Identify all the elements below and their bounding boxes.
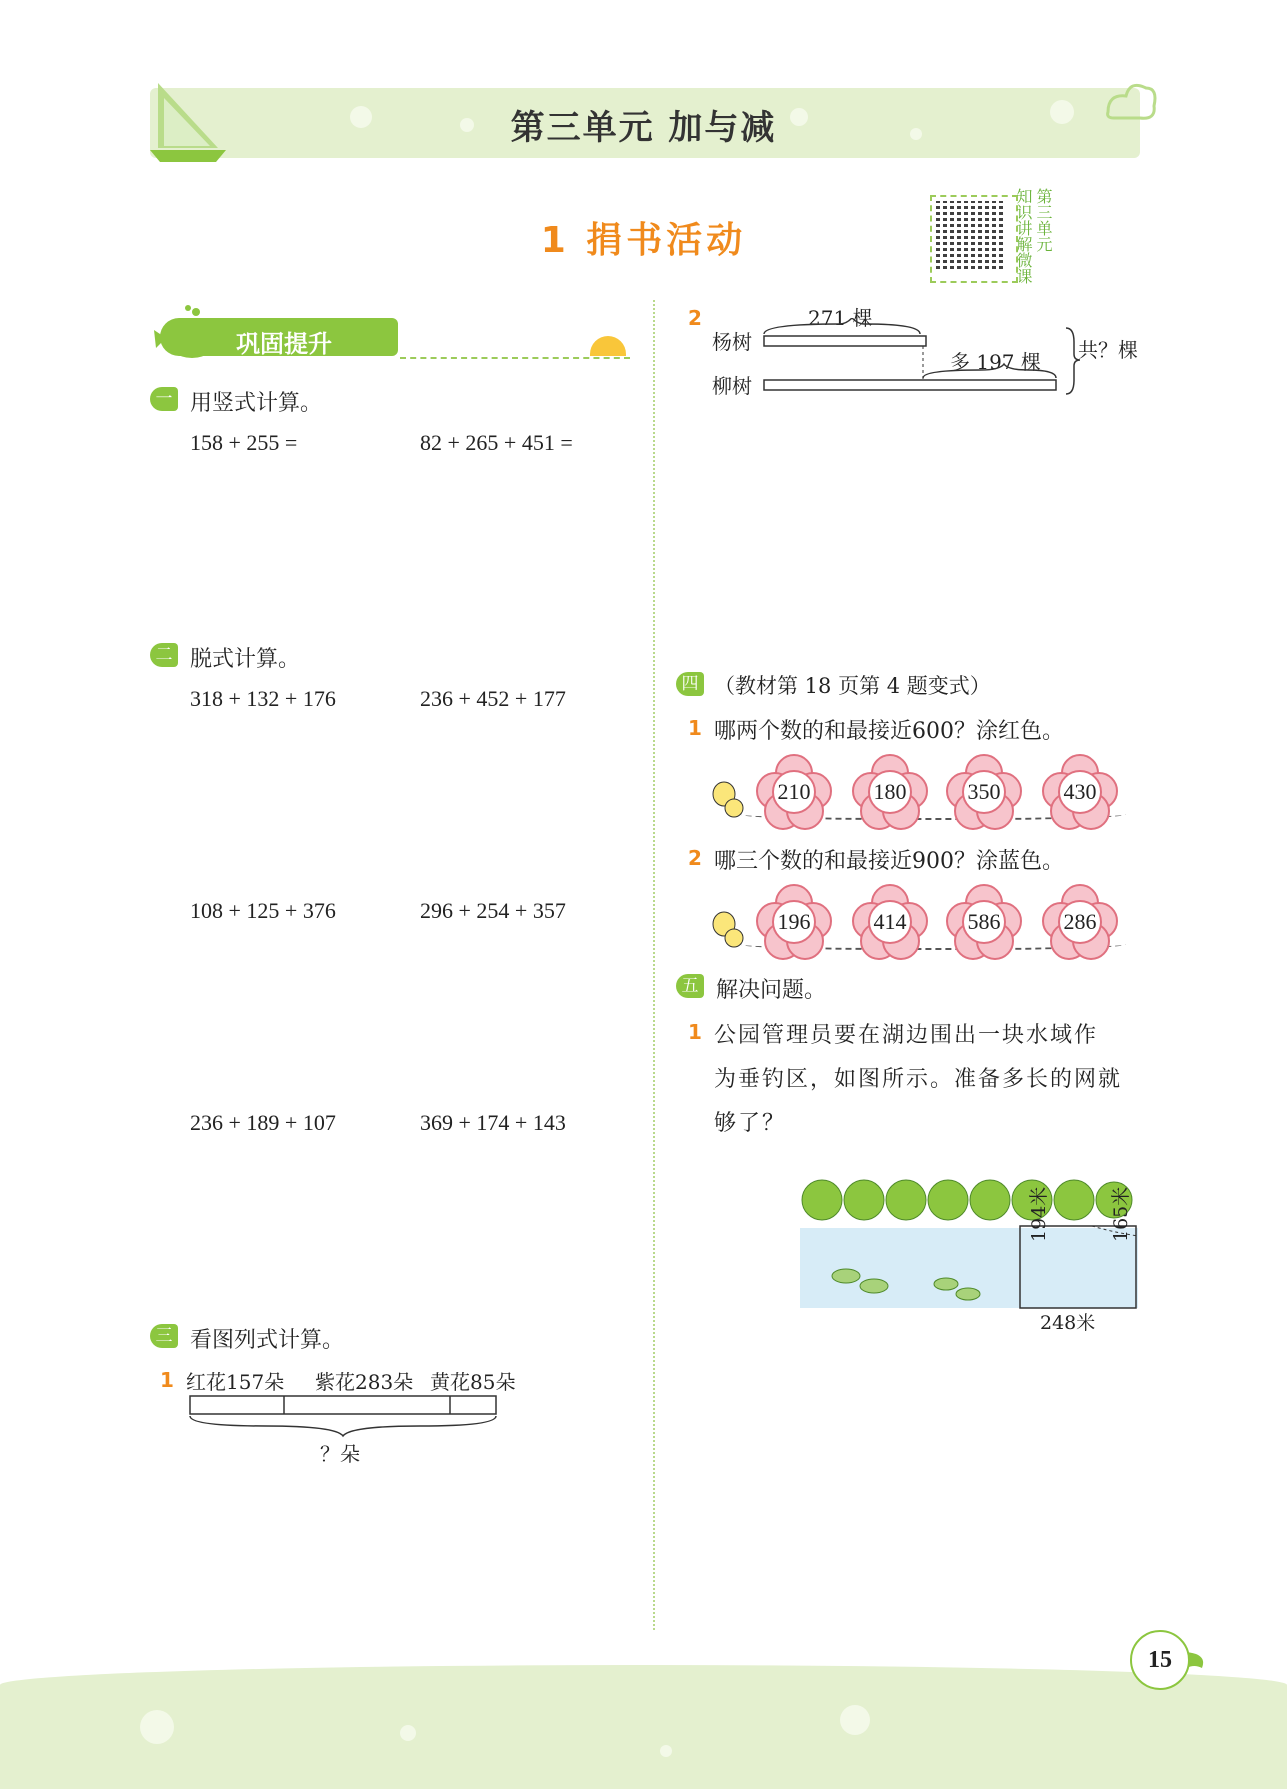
- flower-number[interactable]: 414: [856, 888, 920, 952]
- expression: 318 + 132 + 176: [190, 686, 336, 711]
- bar-label-yellow: 黄花85朵: [430, 1370, 516, 1394]
- label-271: 271 棵: [808, 306, 873, 330]
- expression: 236 + 189 + 107: [190, 1110, 336, 1135]
- footer-band: [0, 1665, 1287, 1789]
- dim-165: 165米: [1110, 1186, 1132, 1242]
- expression: 82 + 265 + 451 =: [420, 430, 573, 455]
- bar-total-label: ？朵: [320, 1442, 360, 1466]
- expression: 108 + 125 + 376: [190, 898, 336, 923]
- question-number: 1: [160, 1368, 174, 1392]
- qr-label-unit: 第三单元: [1034, 188, 1053, 252]
- question-text-line: 公园管理员要在湖边围出一块水域作: [714, 1023, 1099, 1048]
- qr-code[interactable]: [930, 195, 1018, 283]
- question-number: 1: [688, 716, 702, 740]
- section-tag-1: 一: [150, 387, 178, 411]
- section-title-3: 看图列式计算。: [190, 1328, 345, 1353]
- expression: 158 + 255 =: [190, 430, 298, 455]
- section-tag-3: 三: [150, 1324, 178, 1348]
- flower-number[interactable]: 286: [1046, 888, 1110, 952]
- row-label-yang: 杨树: [712, 330, 752, 354]
- flower-number[interactable]: 350: [950, 758, 1014, 822]
- expression: 296 + 254 + 357: [420, 898, 566, 923]
- section-title-5: 解决问题。: [716, 978, 827, 1003]
- bar-label-red: 红花157朵: [186, 1370, 285, 1394]
- expression: 369 + 174 + 143: [420, 1110, 566, 1135]
- flower-number[interactable]: 196: [760, 888, 824, 952]
- section-title-1: 用竖式计算。: [190, 391, 323, 416]
- lesson-title: 1 捐书活动: [540, 220, 747, 261]
- sun-icon: [590, 336, 626, 356]
- banner-dash-line: [400, 357, 630, 359]
- expression: 236 + 452 + 177: [420, 686, 566, 711]
- qr-label-lecture: 知识讲解微课: [1014, 188, 1033, 284]
- section-tag-5: 五: [676, 974, 704, 998]
- section-title-4: （教材第 18 页第 4 题变式）: [714, 674, 991, 698]
- question-text: 哪三个数的和最接近900？涂蓝色。: [714, 849, 1064, 874]
- section-tag-4: 四: [676, 672, 704, 696]
- section-tag-2: 二: [150, 643, 178, 667]
- section-title-2: 脱式计算。: [190, 647, 301, 672]
- bar-label-purple: 紫花283朵: [315, 1370, 414, 1394]
- label-total: 共？棵: [1078, 338, 1138, 362]
- question-text: 哪两个数的和最接近600？涂红色。: [714, 719, 1064, 744]
- dim-248: 248米: [1040, 1312, 1096, 1334]
- section-banner-label: 巩固提升: [236, 330, 332, 358]
- dim-194: 194米: [1028, 1186, 1050, 1242]
- line-segment-diagram: [760, 318, 1080, 398]
- flower-number[interactable]: 430: [1046, 758, 1110, 822]
- question-number: 2: [688, 846, 702, 870]
- label-more-197: 多 197 棵: [950, 350, 1041, 374]
- question-number: 2: [688, 306, 702, 330]
- flower-number[interactable]: 586: [950, 888, 1014, 952]
- segment-bar-diagram: [186, 1392, 506, 1442]
- unit-title: 第三单元 加与减: [510, 108, 777, 148]
- question-text-line: 够了？: [714, 1111, 787, 1136]
- flower-number[interactable]: 180: [856, 758, 920, 822]
- question-number: 1: [688, 1020, 702, 1044]
- row-label-liu: 柳树: [712, 374, 752, 398]
- question-text-line: 为垂钓区，如图所示。准备多长的网就: [714, 1067, 1123, 1092]
- page-number: 15: [1130, 1630, 1190, 1690]
- column-divider: [653, 300, 655, 1630]
- flower-number[interactable]: 210: [760, 758, 824, 822]
